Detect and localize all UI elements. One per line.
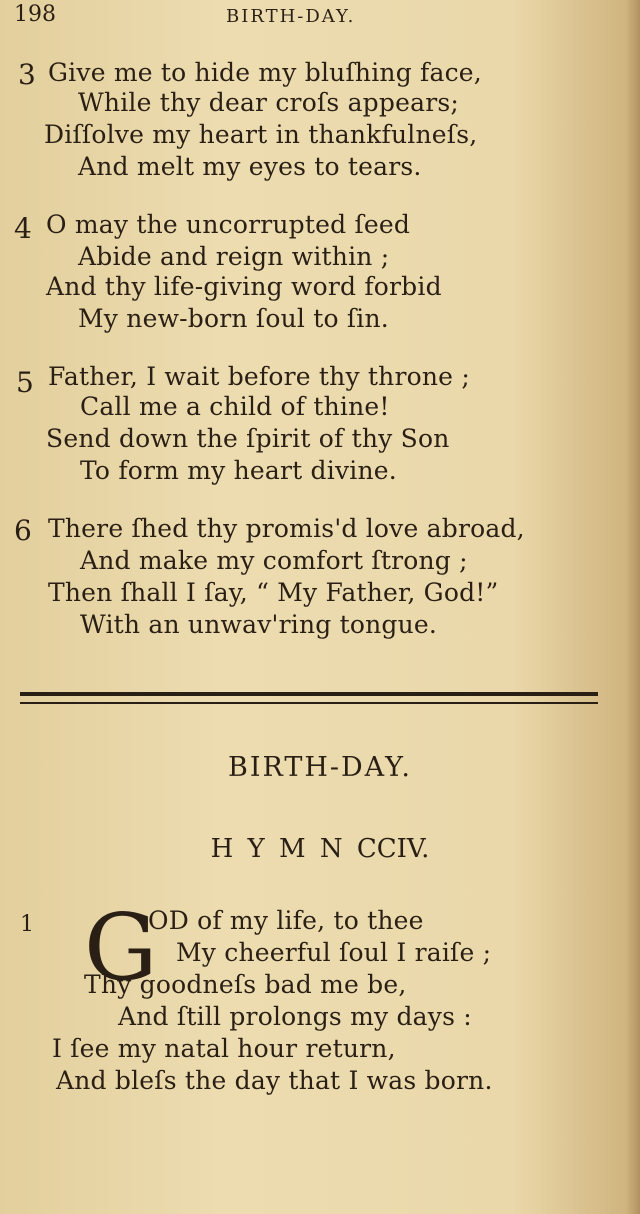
verse-line: Call me a child of thine!: [80, 392, 390, 421]
verse-line: While thy dear croſs appears;: [78, 88, 459, 117]
verse-line: O may the uncorrupted ſeed: [46, 210, 411, 239]
verse-number: 5: [16, 366, 34, 399]
verse-line: Send down the ſpirit of thy Son: [46, 424, 450, 453]
page-header: [0, 0, 640, 30]
verse-line: Give me to hide my bluſhing face,: [48, 58, 482, 87]
verse-line: Then ſhall I ſay, “ My Father, God!”: [48, 578, 499, 607]
verse-number: 6: [14, 514, 32, 547]
verse-line: I ſee my natal hour return,: [52, 1034, 396, 1063]
verse-line: My cheerful ſoul I raiſe ;: [176, 938, 492, 967]
verse-line: And bleſs the day that I was born.: [56, 1066, 493, 1095]
verse-number: 4: [14, 212, 32, 245]
verse-line: And melt my eyes to tears.: [78, 152, 422, 181]
drop-cap: G: [84, 894, 158, 1001]
verse-line: My new-born ſoul to ſin.: [78, 304, 389, 333]
verse-line: OD of my life, to thee: [148, 906, 424, 935]
verse-line: Abide and reign within ;: [78, 242, 390, 271]
verse-number: 1: [20, 912, 34, 937]
verse-line: Diſſolve my heart in thankfulneſs,: [44, 120, 478, 149]
divider-thin-line: [20, 702, 598, 704]
verse-number: 3: [18, 58, 36, 91]
verse-line: Thy goodneſs bad me be,: [84, 970, 407, 999]
verse-line: And ſtill prolongs my days :: [118, 1002, 472, 1031]
section-title: BIRTH-DAY.: [227, 752, 413, 783]
verse-line: Father, I wait before thy throne ;: [48, 362, 470, 391]
verse-line: There ſhed thy promis'd love abroad,: [48, 514, 525, 543]
verse-line: And make my comfort ſtrong ;: [80, 546, 468, 575]
page-number: 198: [14, 2, 56, 27]
verse-line: To form my heart divine.: [80, 456, 397, 485]
divider-thick-line: [20, 692, 598, 696]
page-edge-shadow: [626, 0, 640, 1214]
hymn-title: H Y M N CCIV.: [210, 834, 430, 864]
verse-line: With an unwav'ring tongue.: [80, 610, 438, 639]
verse-line: And thy life-giving word forbid: [46, 272, 442, 301]
running-head: BIRTH-DAY.: [226, 6, 356, 27]
